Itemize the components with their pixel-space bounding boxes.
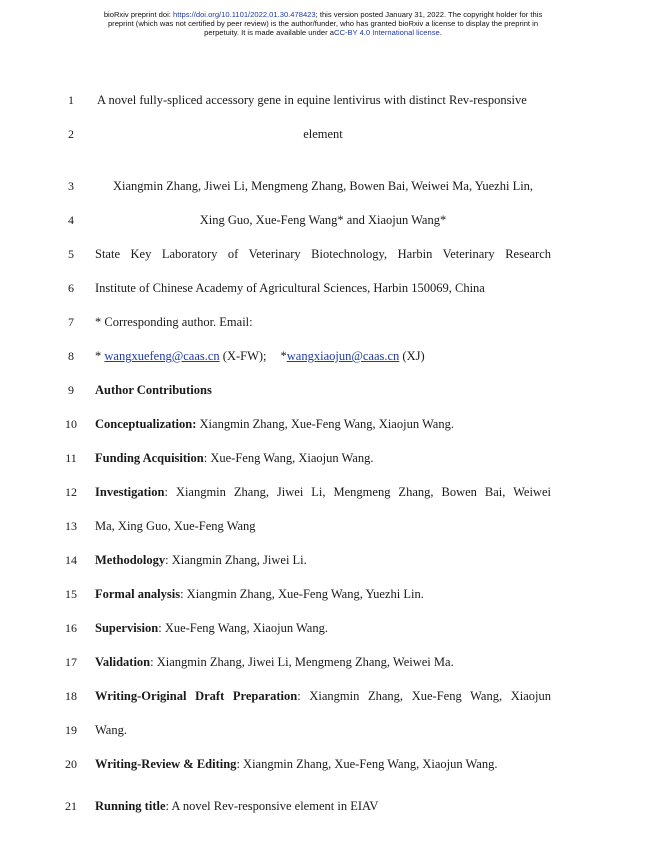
contribution-formal-analysis	[95, 584, 551, 604]
preprint-header	[40, 10, 606, 37]
contribution-label: Funding Acquisition	[95, 451, 204, 465]
contribution-text: : Xiangmin Zhang, Xue-Feng Wang, Xiaojun Wang.	[236, 757, 498, 771]
header-line1-rest: ; this version posted January 31, 2022. The copyright holder for this	[315, 10, 543, 19]
contribution-label: Writing-Review & Editing	[95, 757, 237, 771]
line-number: 19	[65, 723, 77, 737]
contribution-funding	[95, 448, 551, 468]
line-number: 10	[65, 417, 77, 431]
authors-line-2: Xing Guo, Xue-Feng Wang* and Xiaojun Wang*	[199, 213, 447, 227]
contribution-supervision	[95, 618, 551, 638]
license-link[interactable]: CC-BY 4.0 International license	[333, 28, 440, 37]
contribution-validation	[95, 652, 551, 672]
manuscript-line-1	[0, 90, 646, 110]
header-line-1	[40, 10, 606, 19]
asterisk: *	[280, 349, 287, 363]
running-title	[95, 796, 551, 816]
line-number: 1	[68, 93, 74, 107]
line-number: 14	[65, 553, 77, 567]
contribution-label: Methodology	[95, 553, 166, 567]
manuscript-line-19	[0, 720, 646, 740]
manuscript-line-18	[0, 686, 646, 706]
authors-line-1: Xiangmin Zhang, Jiwei Li, Mengmeng Zhang, Bowen Bai, Weiwei Ma, Yuezhi Lin,	[112, 179, 534, 193]
manuscript-line-11	[0, 448, 646, 468]
contribution-text: : Xiangmin Zhang, Jiwei Li, Mengmeng Zhang, Weiwei Ma.	[150, 655, 454, 669]
email-note: (XJ)	[399, 349, 425, 363]
contribution-methodology	[95, 550, 551, 570]
manuscript-line-9	[0, 380, 646, 400]
manuscript-line-15	[0, 584, 646, 604]
contribution-label: Writing-Original Draft Preparation	[95, 689, 298, 703]
line-number: 6	[68, 281, 74, 295]
contribution-writing-original	[95, 686, 551, 706]
manuscript-line-10	[0, 414, 646, 434]
manuscript-line-3	[0, 176, 646, 196]
manuscript-line-7	[0, 312, 646, 332]
manuscript-line-17	[0, 652, 646, 672]
corresponding-author-label: * Corresponding author. Email:	[95, 315, 253, 329]
manuscript-line-4	[0, 210, 646, 230]
email-link-wang-xiaojun[interactable]: wangxiaojun@caas.cn	[286, 349, 400, 363]
contribution-text: : A novel Rev-responsive element in EIAV	[165, 799, 379, 813]
section-heading-author-contributions: Author Contributions	[95, 383, 212, 397]
contribution-writing-review	[95, 754, 551, 774]
affiliation-line-1: State Key Laboratory of Veterinary Biotechnology, Harbin Veterinary Research	[95, 247, 551, 261]
contribution-label: Running title	[95, 799, 166, 813]
line-number: 2	[68, 127, 74, 141]
contribution-label: Formal analysis	[95, 587, 181, 601]
line-number: 13	[65, 519, 77, 533]
manuscript-line-16	[0, 618, 646, 638]
header-line3-pre: perpetuity. It is made available under a	[204, 28, 334, 37]
manuscript-line-12	[0, 482, 646, 502]
manuscript-line-14	[0, 550, 646, 570]
manuscript-line-13	[0, 516, 646, 536]
contribution-text: : Xiangmin Zhang, Xue-Feng Wang, Xiaojun	[297, 689, 551, 703]
manuscript-line-6	[0, 278, 646, 298]
line-number: 3	[68, 179, 74, 193]
line-number: 16	[65, 621, 77, 635]
line-number: 12	[65, 485, 77, 499]
contribution-label: Investigation	[95, 485, 165, 499]
header-doi-label: bioRxiv preprint doi:	[103, 10, 174, 19]
line-number: 20	[65, 757, 77, 771]
manuscript-line-2	[0, 124, 646, 144]
manuscript-line-5	[0, 244, 646, 264]
line-number: 15	[65, 587, 77, 601]
line-number: 18	[65, 689, 77, 703]
line-number: 8	[68, 349, 74, 363]
line-number: 9	[68, 383, 74, 397]
contribution-text: : Xiangmin Zhang, Jiwei Li, Mengmeng Zhang, Bowen Bai, Weiwei	[164, 485, 551, 499]
title-line-1: A novel fully-spliced accessory gene in equine lentivirus with distinct Rev-responsive	[97, 93, 527, 107]
contribution-text: : Xue-Feng Wang, Xiaojun Wang.	[158, 621, 328, 635]
contribution-label: Conceptualization:	[95, 417, 197, 431]
doi-link[interactable]: https://doi.org/10.1101/2022.01.30.478423	[173, 10, 316, 19]
contribution-label: Supervision	[95, 621, 159, 635]
affiliation-line-2: Institute of Chinese Academy of Agricultural Sciences, Harbin 150069, China	[95, 281, 485, 295]
email-line	[95, 346, 551, 366]
line-number: 11	[65, 451, 77, 465]
contribution-text: : Xiangmin Zhang, Xue-Feng Wang, Yuezhi Lin.	[180, 587, 424, 601]
asterisk: *	[95, 349, 105, 363]
line-number: 4	[68, 213, 74, 227]
contribution-label: Validation	[95, 655, 151, 669]
line-number: 21	[65, 799, 77, 813]
contribution-conceptualization	[95, 414, 551, 434]
manuscript-line-8	[0, 346, 646, 366]
contribution-text: : Xue-Feng Wang, Xiaojun Wang.	[203, 451, 374, 465]
header-line3-post: .	[439, 28, 442, 37]
line-number: 5	[68, 247, 74, 261]
manuscript-line-21	[0, 796, 646, 816]
contribution-investigation	[95, 482, 551, 502]
contribution-text: : Xiangmin Zhang, Jiwei Li.	[165, 553, 307, 567]
manuscript-line-20	[0, 754, 646, 774]
contribution-text: Xiangmin Zhang, Xue-Feng Wang, Xiaojun Wang.	[196, 417, 454, 431]
email-note: (X-FW);	[219, 349, 267, 363]
line-number: 17	[65, 655, 77, 669]
contribution-investigation-cont: Ma, Xing Guo, Xue-Feng Wang	[95, 519, 256, 533]
contribution-writing-original-cont: Wang.	[95, 723, 127, 737]
email-link-wang-xuefeng[interactable]: wangxuefeng@caas.cn	[104, 349, 220, 363]
title-line-2: element	[303, 127, 343, 141]
header-line-2: preprint (which was not certified by peer review) is the author/funder, who has granted bioRxiv a license to display the preprint in	[107, 19, 539, 28]
header-line-3	[40, 28, 606, 37]
line-number: 7	[68, 315, 74, 329]
